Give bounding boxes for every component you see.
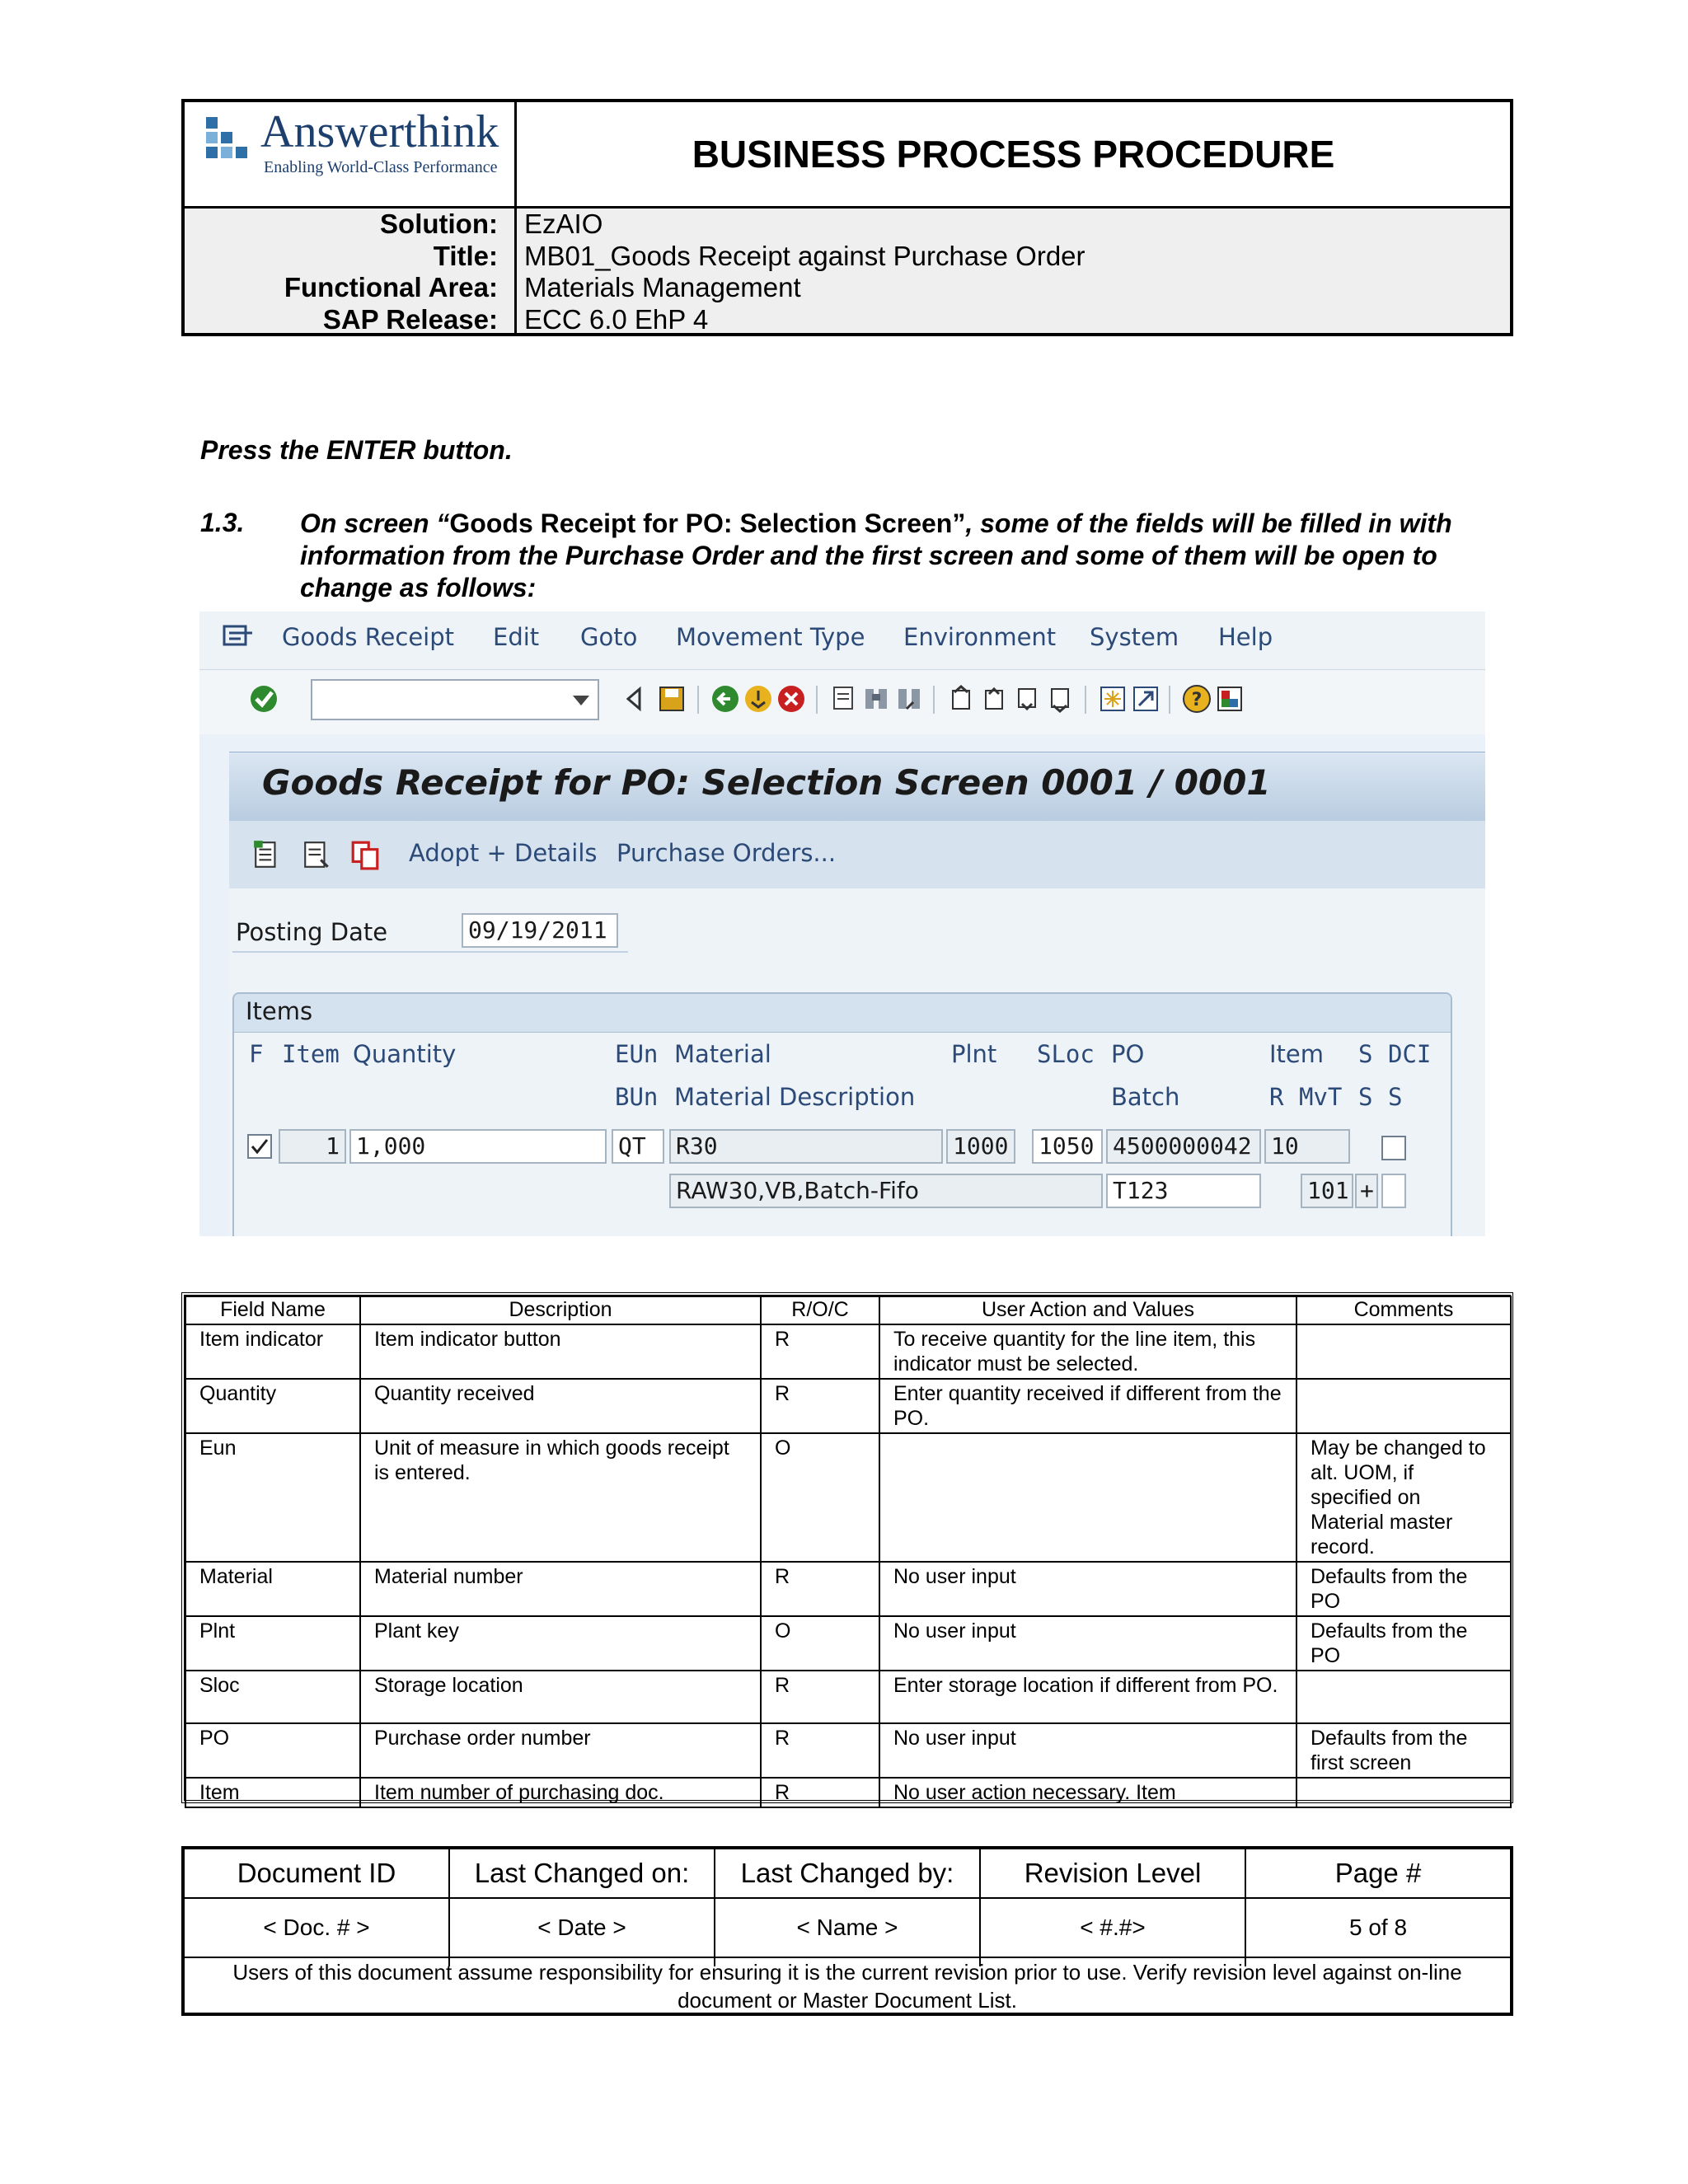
logo-cell xyxy=(185,102,517,206)
table-row xyxy=(185,1562,1511,1616)
cell-roc: R xyxy=(761,1562,879,1616)
document-title: BUSINESS PROCESS PROCEDURE xyxy=(692,133,1335,176)
footer-header-last-changed-by: Last Changed by: xyxy=(715,1849,979,1899)
document-header xyxy=(181,99,1513,336)
header-user-action: User Action and Values xyxy=(879,1296,1296,1324)
save-icon[interactable] xyxy=(657,684,687,714)
cell-description: Unit of measure in which goods receipt is entered. xyxy=(360,1433,761,1562)
cell-user-action: No user input xyxy=(879,1723,1296,1778)
logo-name: Answerthink xyxy=(260,106,499,157)
col-s1: S xyxy=(1358,1083,1373,1111)
cell-user-action: Enter storage location if different from PO. xyxy=(879,1671,1296,1723)
execute-list-icon[interactable] xyxy=(252,839,284,870)
meta-value-solution: EzAIO xyxy=(524,209,603,239)
sap-title-bar xyxy=(229,752,1485,822)
po-field[interactable]: 4500000042 xyxy=(1106,1129,1261,1164)
dci-checkbox[interactable] xyxy=(1381,1136,1406,1160)
chevron-down-icon[interactable] xyxy=(573,696,589,705)
first-page-icon[interactable] xyxy=(946,684,976,714)
cell-comments: May be changed to alt. UOM, if specified on Material master record. xyxy=(1296,1433,1511,1562)
exit-icon[interactable] xyxy=(743,684,773,714)
svg-text:?: ? xyxy=(1191,690,1203,710)
header-description: Description xyxy=(360,1296,761,1324)
cell-field-name: Plnt xyxy=(185,1616,360,1671)
menu-help[interactable]: Help xyxy=(1218,623,1273,651)
document-meta xyxy=(185,206,1510,333)
sap-screenshot xyxy=(199,612,1485,1236)
cell-user-action: Enter quantity received if different from the PO. xyxy=(879,1379,1296,1433)
footer-value-page: 5 of 8 xyxy=(1246,1899,1510,1958)
copy-icon[interactable] xyxy=(349,839,381,870)
cell-description: Item indicator button xyxy=(360,1324,761,1379)
table-row xyxy=(185,1616,1511,1671)
layout-menu-icon[interactable] xyxy=(1215,684,1245,714)
table-header-row xyxy=(185,1296,1511,1324)
back-arrow-icon[interactable] xyxy=(620,684,649,714)
cell-description: Material number xyxy=(360,1562,761,1616)
material-description-field: RAW30,VB,Batch-Fifo xyxy=(669,1174,1103,1208)
cell-roc: R xyxy=(761,1324,879,1379)
header-roc: R/O/C xyxy=(761,1296,879,1324)
command-field[interactable] xyxy=(311,679,599,720)
cell-comments: Defaults from the first screen xyxy=(1296,1723,1511,1778)
cell-field-name: Item indicator xyxy=(185,1324,360,1379)
col-po-item: Item xyxy=(1269,1040,1325,1068)
movement-type-field[interactable]: 101 xyxy=(1301,1174,1353,1208)
cell-field-name: Material xyxy=(185,1562,360,1616)
cell-description: Item number of purchasing doc. xyxy=(360,1778,761,1807)
stock-type-field[interactable] xyxy=(1381,1174,1406,1208)
movement-sign-field: + xyxy=(1355,1174,1378,1208)
table-row xyxy=(185,1671,1511,1723)
col-dci: DCI xyxy=(1388,1040,1432,1068)
col-eun: EUn xyxy=(615,1040,659,1068)
find-next-icon[interactable] xyxy=(895,684,925,714)
col-bun: BUn xyxy=(615,1083,659,1111)
table-row xyxy=(185,1778,1511,1807)
table-row xyxy=(185,1324,1511,1379)
logo-tagline: Enabling World-Class Performance xyxy=(264,158,498,176)
items-title: Items xyxy=(246,997,313,1025)
footer-value-last-changed-by: < Name > xyxy=(715,1899,979,1958)
posting-date-field[interactable]: 09/19/2011 xyxy=(462,913,618,948)
plant-field[interactable]: 1000 xyxy=(946,1129,1015,1164)
cell-comments: Defaults from the PO xyxy=(1296,1616,1511,1671)
sap-application-toolbar xyxy=(229,821,1485,890)
batch-field[interactable]: T123 xyxy=(1106,1174,1261,1208)
cell-field-name: Quantity xyxy=(185,1379,360,1433)
cell-comments xyxy=(1296,1324,1511,1379)
item-number-field[interactable]: 1 xyxy=(279,1129,346,1164)
cell-description: Quantity received xyxy=(360,1379,761,1433)
sloc-field[interactable]: 1050 xyxy=(1032,1129,1103,1164)
print-icon[interactable] xyxy=(829,684,859,714)
step-screen-name: Goods Receipt for PO: Selection Screen” xyxy=(449,509,966,538)
footer-header-page: Page # xyxy=(1246,1849,1510,1899)
cell-roc: O xyxy=(761,1433,879,1562)
col-mvt: MvT xyxy=(1299,1083,1343,1111)
menu-system[interactable]: System xyxy=(1090,623,1179,651)
meta-label-sap-release: SAP Release: xyxy=(322,303,498,335)
eun-field[interactable]: QT xyxy=(612,1129,664,1164)
adopt-details-button[interactable]: Adopt + Details xyxy=(409,839,598,867)
col-po: PO xyxy=(1111,1040,1145,1068)
cell-user-action: To receive quantity for the line item, this indicator must be selected. xyxy=(879,1324,1296,1379)
screen-title: Goods Receipt for PO: Selection Screen 0001 / 0001 xyxy=(262,762,1271,803)
meta-label-title: Title: xyxy=(433,240,498,271)
footer-value-revision-level: < #.#> xyxy=(981,1899,1245,1958)
cell-roc: R xyxy=(761,1723,879,1778)
cell-user-action: No user action necessary. Item xyxy=(879,1778,1296,1807)
col-item: Item xyxy=(282,1040,340,1068)
material-field[interactable]: R30 xyxy=(669,1129,943,1164)
cell-comments xyxy=(1296,1379,1511,1433)
menu-goods-receipt[interactable]: Goods Receipt xyxy=(282,623,455,651)
col-material-description: Material Description xyxy=(674,1083,916,1111)
help-icon[interactable] xyxy=(1182,684,1212,714)
step-number: 1.3. xyxy=(200,508,245,537)
step-text xyxy=(300,508,1487,604)
footer-header-revision-level: Revision Level xyxy=(981,1849,1245,1899)
quantity-field[interactable]: 1,000 xyxy=(349,1129,607,1164)
step-prefix: On screen “ xyxy=(300,509,450,538)
next-page-icon[interactable] xyxy=(1012,684,1042,714)
last-page-icon[interactable] xyxy=(1045,684,1075,714)
cell-field-name: Sloc xyxy=(185,1671,360,1723)
table-row xyxy=(185,1433,1511,1562)
footer-value-document-id: < Doc. # > xyxy=(185,1899,448,1958)
footer-header-document-id: Document ID xyxy=(185,1849,448,1899)
po-item-field[interactable]: 10 xyxy=(1264,1129,1350,1164)
col-batch: Batch xyxy=(1111,1083,1180,1111)
find-icon[interactable] xyxy=(862,684,892,714)
cell-description: Storage location xyxy=(360,1671,761,1723)
cell-field-name: PO xyxy=(185,1723,360,1778)
cell-comments: Defaults from the PO xyxy=(1296,1562,1511,1616)
logo-mark-icon xyxy=(203,117,252,166)
meta-label-solution: Solution: xyxy=(380,209,498,239)
sap-menubar xyxy=(199,612,1485,669)
back-green-icon[interactable] xyxy=(710,684,740,714)
cell-comments xyxy=(1296,1778,1511,1807)
posting-date-label: Posting Date xyxy=(236,918,388,946)
create-session-icon[interactable] xyxy=(1098,684,1128,714)
meta-value-title: MB01_Goods Receipt against Purchase Order xyxy=(524,240,1085,271)
shortcut-icon[interactable] xyxy=(1131,684,1160,714)
item-ok-checkbox[interactable] xyxy=(247,1134,272,1159)
document-overview-icon[interactable] xyxy=(302,839,333,870)
cell-roc: O xyxy=(761,1616,879,1671)
cell-user-action xyxy=(879,1433,1296,1562)
cell-roc: R xyxy=(761,1671,879,1723)
cell-roc: R xyxy=(761,1778,879,1807)
step-rest: , some of the fields will be filled in with information from the Purchase Order and the first screen and some of them will be open to change as follows: xyxy=(300,509,1452,602)
col-sloc: SLoc xyxy=(1037,1040,1095,1068)
sap-content xyxy=(229,888,1485,1236)
col-s: S xyxy=(1358,1040,1373,1068)
meta-value-functional-area: Materials Management xyxy=(524,272,801,302)
previous-page-icon[interactable] xyxy=(979,684,1009,714)
cell-description: Purchase order number xyxy=(360,1723,761,1778)
menu-edit[interactable]: Edit xyxy=(493,623,540,651)
col-s2: S xyxy=(1388,1083,1403,1111)
meta-value-sap-release: ECC 6.0 EhP 4 xyxy=(524,303,709,335)
cell-field-name: Item xyxy=(185,1778,360,1807)
col-f: F xyxy=(249,1040,264,1068)
enter-check-icon[interactable] xyxy=(249,684,279,714)
purchase-orders-button[interactable]: Purchase Orders... xyxy=(617,839,837,867)
cancel-icon[interactable] xyxy=(776,684,806,714)
cell-field-name: Eun xyxy=(185,1433,360,1562)
col-material: Material xyxy=(674,1040,771,1068)
cell-comments xyxy=(1296,1671,1511,1723)
header-field-name: Field Name xyxy=(185,1296,360,1324)
footer-value-last-changed-on: < Date > xyxy=(450,1899,714,1958)
cell-user-action: No user input xyxy=(879,1562,1296,1616)
menu-icon[interactable] xyxy=(223,623,256,651)
footer-header-last-changed-on: Last Changed on: xyxy=(450,1849,714,1899)
col-r: R xyxy=(1269,1083,1284,1111)
table-row xyxy=(185,1723,1511,1778)
menu-goto[interactable]: Goto xyxy=(580,623,638,651)
cell-roc: R xyxy=(761,1379,879,1433)
meta-label-functional-area: Functional Area: xyxy=(284,272,498,302)
instruction-text: Press the ENTER button. xyxy=(200,435,513,465)
cell-description: Plant key xyxy=(360,1616,761,1671)
document-footer xyxy=(181,1846,1513,2016)
menu-movement-type[interactable]: Movement Type xyxy=(676,623,865,651)
col-plnt: Plnt xyxy=(951,1040,997,1068)
cell-user-action: No user input xyxy=(879,1616,1296,1671)
menu-environment[interactable]: Environment xyxy=(903,623,1057,651)
table-row xyxy=(185,1379,1511,1433)
field-description-table xyxy=(181,1292,1513,1803)
footer-note: Users of this document assume responsibility for ensuring it is the current revision prior to use. Verify revision level against on-line document or Master Document List. xyxy=(232,1960,1462,2013)
col-quantity: Quantity xyxy=(353,1040,457,1068)
header-comments: Comments xyxy=(1296,1296,1511,1324)
checkmark-icon xyxy=(249,1136,270,1157)
